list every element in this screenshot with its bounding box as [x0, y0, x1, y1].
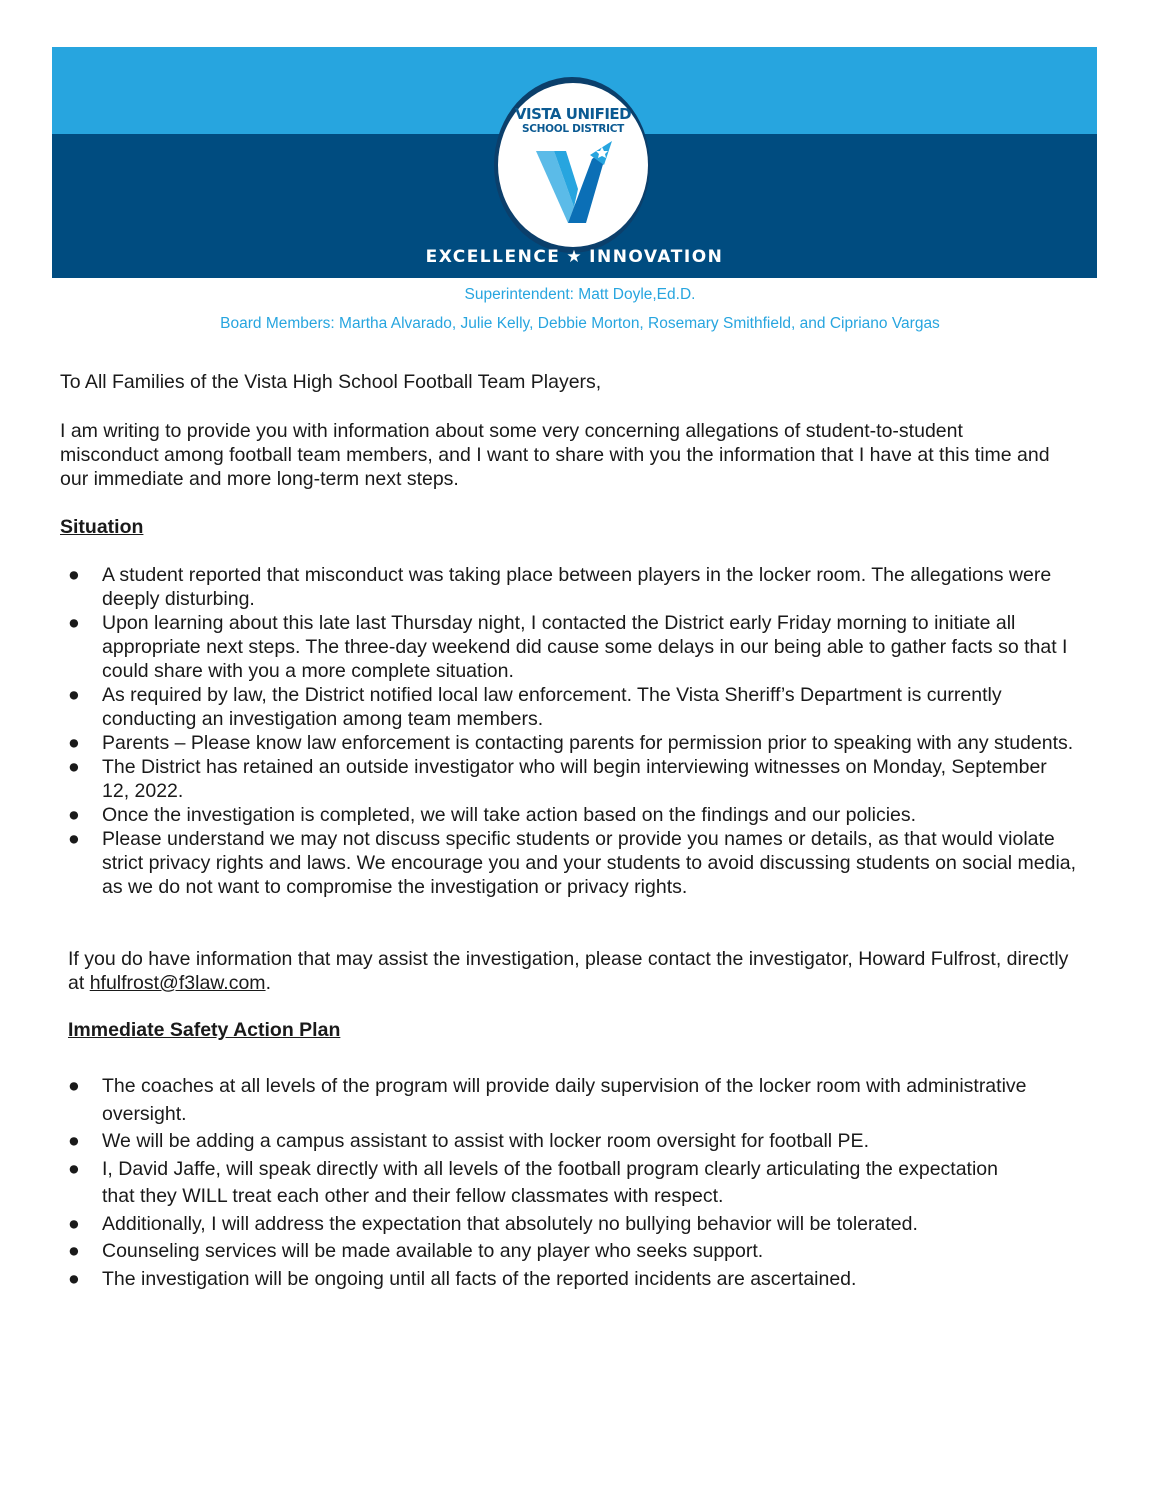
v-star-icon [528, 139, 618, 229]
bullet-icon: ● [68, 804, 80, 826]
tagline [52, 247, 1097, 267]
bullet-icon: ● [68, 1075, 80, 1097]
bullet-icon: ● [68, 1240, 80, 1262]
situation-item [68, 683, 1078, 731]
salutation: To All Families of the Vista High School Football Team Players, [60, 371, 602, 393]
situation-item [68, 755, 1078, 803]
bullet-icon: ● [68, 684, 80, 706]
bullet-icon: ● [68, 732, 80, 754]
contact-paragraph [68, 947, 1078, 995]
safety-item-text: I, David Jaffe, will speak directly with all levels of the football program clearly articulating the expectation that they WILL treat each other and their fellow classmates with respect. [102, 1157, 998, 1207]
safety-item-text: Counseling services will be made available to any player who seeks support. [102, 1240, 764, 1262]
safety-plan-list [68, 1073, 1028, 1293]
safety-item-text: The investigation will be ongoing until all facts of the reported incidents are ascertained. [102, 1267, 857, 1290]
intro-paragraph: I am writing to provide you with information about some very concerning allegations of student-to-student misconduct among football team members, and I want to share with you the information that I have at this time and our immediate and more long-term next steps. [60, 420, 1050, 490]
situation-item-text: Upon learning about this late last Thursday night, I contacted the District early Friday morning to initiate all appropriate next steps. The three-day weekend did cause some delays in our being able to gather facts so that I could share with you a more complete situation. [102, 612, 1068, 682]
situation-list [68, 563, 1078, 899]
bullet-icon: ● [68, 1212, 80, 1235]
bullet-icon: ● [68, 1267, 80, 1290]
bullet-icon: ● [68, 564, 80, 586]
bullet-icon: ● [68, 1157, 80, 1180]
star-icon: ★ [566, 247, 584, 267]
bullet-icon: ● [68, 756, 80, 778]
safety-item [68, 1211, 1028, 1239]
situation-item-text: As required by law, the District notified local law enforcement. The Vista Sheriff’s Department is currently conducting an investigation among team members. [102, 684, 1002, 730]
situation-item-text: Please understand we may not discuss specific students or provide you names or details, as that would violate strict privacy rights and laws. We encourage you and your students to avoid discussing students on social media, as we do not want to compromise the investigation or privacy rights. [102, 828, 1077, 898]
situation-item [68, 611, 1078, 683]
situation-item-text: Parents – Please know law enforcement is contacting parents for permission prior to speaking with any students. [102, 732, 1074, 754]
board-members-line: Board Members: Martha Alvarado, Julie Kelly, Debbie Morton, Rosemary Smithfield, and Cipriano Vargas [220, 315, 940, 332]
logo-title: VISTA UNIFIED [514, 105, 632, 123]
investigator-email-link[interactable]: hfulfrost@f3law.com [89, 972, 266, 994]
bullet-icon: ● [68, 828, 80, 850]
situation-item [68, 827, 1078, 899]
safety-plan-heading: Immediate Safety Action Plan [68, 1019, 341, 1041]
situation-item-text: The District has retained an outside investigator who will begin interviewing witnesses on Monday, September 12, 2022. [102, 756, 1047, 802]
safety-item [68, 1156, 1028, 1211]
tagline-excellence: EXCELLENCE [425, 247, 561, 267]
bullet-icon: ● [68, 612, 80, 634]
situation-item-text: Once the investigation is completed, we will take action based on the findings and our policies. [102, 804, 917, 826]
situation-item [68, 731, 1078, 755]
safety-item-text: We will be adding a campus assistant to assist with locker room oversight for football PE. [102, 1130, 869, 1152]
bullet-icon: ● [68, 1130, 80, 1152]
safety-item-text: Additionally, I will address the expectation that absolutely no bullying behavior will be tolerated. [102, 1212, 918, 1235]
logo-subtitle: SCHOOL DISTRICT [522, 123, 624, 135]
safety-item [68, 1128, 1028, 1156]
situation-item [68, 803, 1078, 827]
situation-heading: Situation [60, 516, 144, 538]
tagline-innovation: INNOVATION [589, 247, 724, 267]
safety-item [68, 1073, 1028, 1128]
contact-period: . [265, 972, 271, 994]
superintendent-line: Superintendent: Matt Doyle,Ed.D. [464, 286, 696, 303]
situation-item-text: A student reported that misconduct was taking place between players in the locker room. The allegations were deeply disturbing. [102, 564, 1052, 610]
contact-text: If you do have information that may assist the investigation, please contact the investigator, Howard Fulfrost, directly at [68, 948, 1069, 994]
safety-item-text: The coaches at all levels of the program will provide daily supervision of the locker room with administrative oversight. [102, 1075, 1027, 1125]
safety-item [68, 1266, 1028, 1294]
header-banner [52, 47, 1097, 278]
situation-item [68, 563, 1078, 611]
safety-item [68, 1238, 1028, 1266]
